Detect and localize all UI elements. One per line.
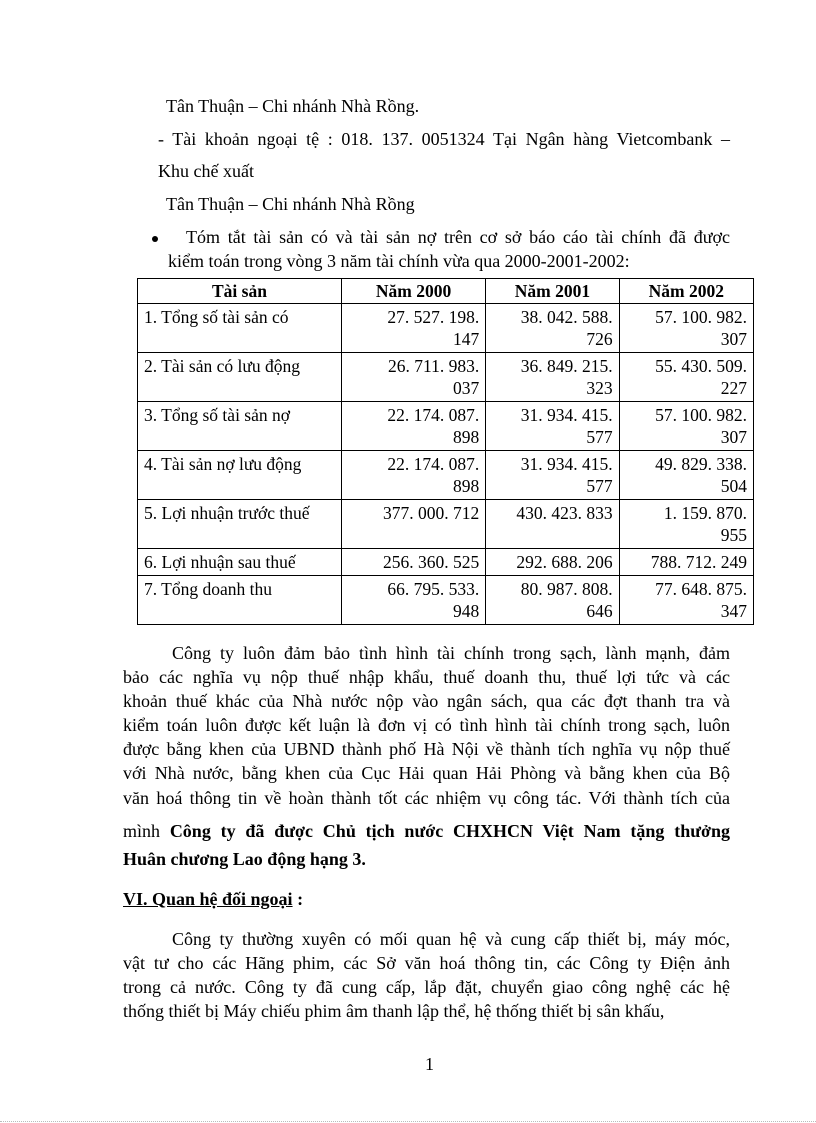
intro-line-2: - Tài khoản ngoại tệ : 018. 137. 0051324 Tại Ngân hàng Vietcombank – [158,129,730,149]
row-label: 5. Lợi nhuận trước thuế [138,500,342,549]
cell-2001 [486,549,619,576]
cell-line: 1. 159. 870. [663,503,747,523]
cell-2000 [341,402,485,451]
cell-2000 [341,549,485,576]
cell-line: 292. 688. 206 [516,552,613,572]
cell-line: 948 [452,601,480,621]
para1-line-1: Công ty luôn đảm bảo tình hình tài chính trong sạch, lành mạnh, đảm [172,643,730,663]
intro-line-4: Tân Thuận – Chi nhánh Nhà Rồng [166,194,415,214]
para1-line-4: kiểm toán luôn được kết luận là đơn vị có tình hình tài chính trong sạch, luôn [123,715,730,735]
intro-line-1: Tân Thuận – Chi nhánh Nhà Rồng. [166,96,420,116]
cell-line: 31. 934. 415. [520,405,613,425]
table-row [138,304,754,353]
cell-2002 [619,353,753,402]
cell-2002 [619,500,753,549]
cell-line: 31. 934. 415. [520,454,613,474]
cell-line [348,524,479,546]
row-label: 4. Tài sản nợ lưu động [138,451,342,500]
section-line-3: trong cả nước. Công ty đã cung cấp, lắp đặt, chuyển giao công nghệ các hệ [123,977,730,997]
header-year-2000: Năm 2000 [341,279,485,304]
section-heading-colon: : [292,889,304,909]
cell-2001 [486,576,619,625]
cell-line: 788. 712. 249 [650,552,747,572]
cell-2000 [341,451,485,500]
bullet-line-1: Tóm tắt tài sản có và tài sản nợ trên cơ sở báo cáo tài chính đã được [186,227,730,247]
cell-line: 49. 829. 338. [655,454,747,474]
award-text: Công ty đã được Chủ tịch nước CHXHCN Việt Nam tặng thưởng [169,821,730,841]
table-row [138,353,754,402]
cell-line: 307 [720,427,747,447]
row-label: 1. Tổng số tài sản có [138,304,342,353]
page-number: 1 [425,1054,434,1074]
cell-line: 726 [586,329,613,349]
para1-line-8-prefix: mình [123,821,170,841]
table-row [138,402,754,451]
cell-2002 [619,402,753,451]
page-edge-divider [0,1121,816,1122]
section-line-2: vật tư cho các Hãng phim, các Sở văn hoá thông tin, các Công ty Điện ảnh [123,953,730,973]
cell-2002 [619,576,753,625]
section-line-1: Công ty thường xuyên có mối quan hệ và cung cấp thiết bị, máy móc, [172,929,730,949]
row-label: 6. Lợi nhuận sau thuế [138,549,342,576]
section-line-4: thống thiết bị Máy chiếu phim âm thanh lập thể, hệ thống thiết bị sân khấu, [123,1001,665,1021]
table-row [138,576,754,625]
cell-2001 [486,451,619,500]
cell-line: 377. 000. 712 [382,503,480,523]
cell-line: 55. 430. 509. [655,356,747,376]
cell-line: 147 [452,329,480,349]
cell-line: 430. 423. 833 [516,503,613,523]
cell-line: 577 [586,427,613,447]
financial-summary-table [137,278,754,625]
cell-2000 [341,353,485,402]
cell-line: 22. 174. 087. [387,405,480,425]
cell-line: 898 [452,427,480,447]
cell-line: 38. 042. 588. [520,307,613,327]
cell-line: 27. 527. 198. [387,307,480,327]
cell-line: 57. 100. 982. [655,307,747,327]
cell-line: 80. 987. 808. [520,579,613,599]
cell-line: 77. 648. 875. [655,579,747,599]
bullet-line-2: kiểm toán trong vòng 3 năm tài chính vừa qua 2000-2001-2002: [168,251,630,271]
cell-2002 [619,549,753,576]
award-medal-text: Huân chương Lao động hạng 3. [123,849,366,869]
cell-line: 323 [586,378,613,398]
cell-line: 898 [452,476,480,496]
cell-2000 [341,500,485,549]
cell-line: 037 [452,378,480,398]
cell-line: 227 [720,378,747,398]
cell-line [492,524,612,546]
table-row [138,500,754,549]
cell-line: 66. 795. 533. [387,579,480,599]
intro-line-3: Khu chế xuất [158,161,254,181]
cell-2001 [486,304,619,353]
para1-line-6: với Nhà nước, bằng khen của Cục Hải quan Hải Phòng và bằng khen của Bộ [123,763,730,783]
cell-2000 [341,576,485,625]
cell-2001 [486,500,619,549]
cell-line: 646 [586,601,613,621]
cell-line: 26. 711. 983. [387,356,480,376]
cell-line: 57. 100. 982. [655,405,747,425]
row-label: 3. Tổng số tài sản nợ [138,402,342,451]
row-label: 7. Tổng doanh thu [138,576,342,625]
table-header-row [138,279,754,304]
header-year-2001: Năm 2001 [486,279,619,304]
cell-2002 [619,451,753,500]
cell-line: 36. 849. 215. [520,356,613,376]
cell-line: 22. 174. 087. [387,454,480,474]
para1-line-8 [123,821,730,842]
cell-2000 [341,304,485,353]
header-year-2002: Năm 2002 [619,279,753,304]
section-heading [123,889,303,910]
para1-line-2: bảo các nghĩa vụ nộp thuế nhập khẩu, thuế doanh thu, thuế lợi tức và các [123,667,730,687]
cell-line: 504 [720,476,747,496]
cell-2001 [486,402,619,451]
cell-line: 307 [720,329,747,349]
cell-2002 [619,304,753,353]
cell-2001 [486,353,619,402]
table-row [138,451,754,500]
para1-line-3: khoản thuế khác của Nhà nước nộp vào ngân sách, qua các đợt thanh tra và [123,691,730,711]
cell-line: 577 [586,476,613,496]
row-label: 2. Tài sản có lưu động [138,353,342,402]
table-row [138,549,754,576]
bullet-dot-icon [152,236,158,242]
para1-line-5: được bằng khen của UBND thành phố Hà Nội về thành tích nghĩa vụ nộp thuế [123,739,730,759]
section-heading-title: VI. Quan hệ đối ngoại [123,889,293,909]
cell-line: 347 [720,601,747,621]
header-assets: Tài sản [138,279,342,304]
cell-line: 256. 360. 525 [382,552,480,572]
cell-line: 955 [720,525,747,545]
para1-line-7: văn hoá thông tin về hoàn thành tốt các nhiệm vụ công tác. Với thành tích của [123,788,730,808]
